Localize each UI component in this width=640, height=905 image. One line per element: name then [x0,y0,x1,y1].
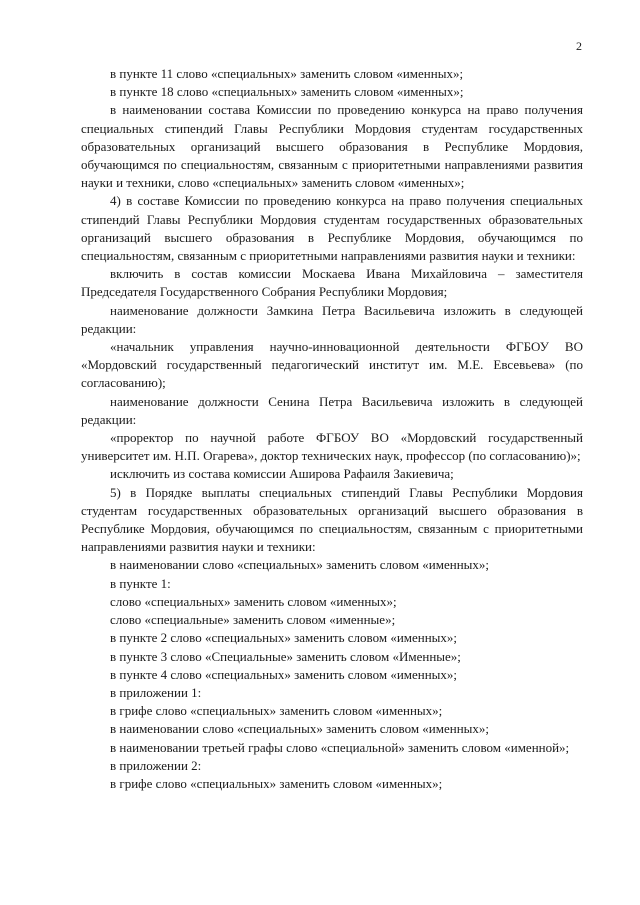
paragraph: в пункте 3 слово «Специальные» заменить словом «Именные»; [110,648,461,664]
paragraph: в грифе слово «специальных» заменить словом «именных»; [110,703,443,719]
paragraph: «проректор по научной работе ФГБОУ ВО «Мордовский государственный университет им. Н.П. Огарева», доктор технических наук, профессор (по согласованию)»; [81,430,583,464]
paragraph: слово «специальных» заменить словом «именных»; [110,593,397,609]
paragraph: включить в состав комиссии Москаева Ивана Михайловича – заместителя Председателя Государственного Собрания Республики Мордовия; [81,266,583,300]
paragraph: в наименовании слово «специальных» заменить словом «именных»; [110,557,490,573]
paragraph: «начальник управления научно-инновационной деятельности ФГБОУ ВО «Мордовский государственный педагогический институт им. М.Е. Евсевьева» (по согласованию); [81,339,583,391]
paragraph: в пункте 11 слово «специальных» заменить словом «именных»; [110,66,464,81]
paragraph: слово «специальные» заменить словом «именные»; [110,612,396,628]
paragraph: в наименовании слово «специальных» заменить словом «именных»; [110,721,490,737]
paragraph: наименование должности Замкина Петра Васильевича изложить в следующей редакции: [81,302,583,336]
paragraph: в наименовании состава Комиссии по проведению конкурса на право получения специальных стипендий Главы Республики Мордовия студентам государственных образовательных организаций высшего образования в Республике Мордовия, обучающимся по специальностям, связанным с приоритетными направлениями развития науки и техники, слово «специальных» заменить словом «именных»; [81,102,583,191]
paragraph: в приложении 2: [110,757,202,773]
paragraph: 4) в составе Комиссии по проведению конкурса на право получения специальных стипендий Главы Республики Мордовия студентам государственных образовательных организаций высшего образования в Республике Мордовия, обучающимся по специальностям, связанным с приоритетными направлениями развития науки и техники: [81,193,583,264]
paragraph: 5) в Порядке выплаты специальных стипендий Главы Республики Мордовия студентам государственных образовательных организаций высшего образования в Республике Мордовия, обучающимся по специальностям, связанным с приоритетными направлениями развития науки и техники: [81,484,583,555]
paragraph: в пункте 18 слово «специальных» заменить словом «именных»; [110,84,464,100]
paragraph: в пункте 1: [110,575,171,591]
paragraph: в приложении 1: [110,684,202,700]
paragraph: в пункте 2 слово «специальных» заменить словом «именных»; [110,630,458,646]
paragraph: в пункте 4 слово «специальных» заменить словом «именных»; [110,666,458,682]
paragraph: в грифе слово «специальных» заменить словом «именных»; [110,775,443,791]
paragraph: в наименовании третьей графы слово «специальной» заменить словом «именной»; [110,739,570,755]
document-body [81,65,583,793]
paragraph: наименование должности Сенина Петра Васильевича изложить в следующей редакции: [81,393,583,427]
paragraph: исключить из состава комиссии Аширова Рафаиля Закиевича; [110,466,454,482]
page-number: 2 [576,39,582,53]
